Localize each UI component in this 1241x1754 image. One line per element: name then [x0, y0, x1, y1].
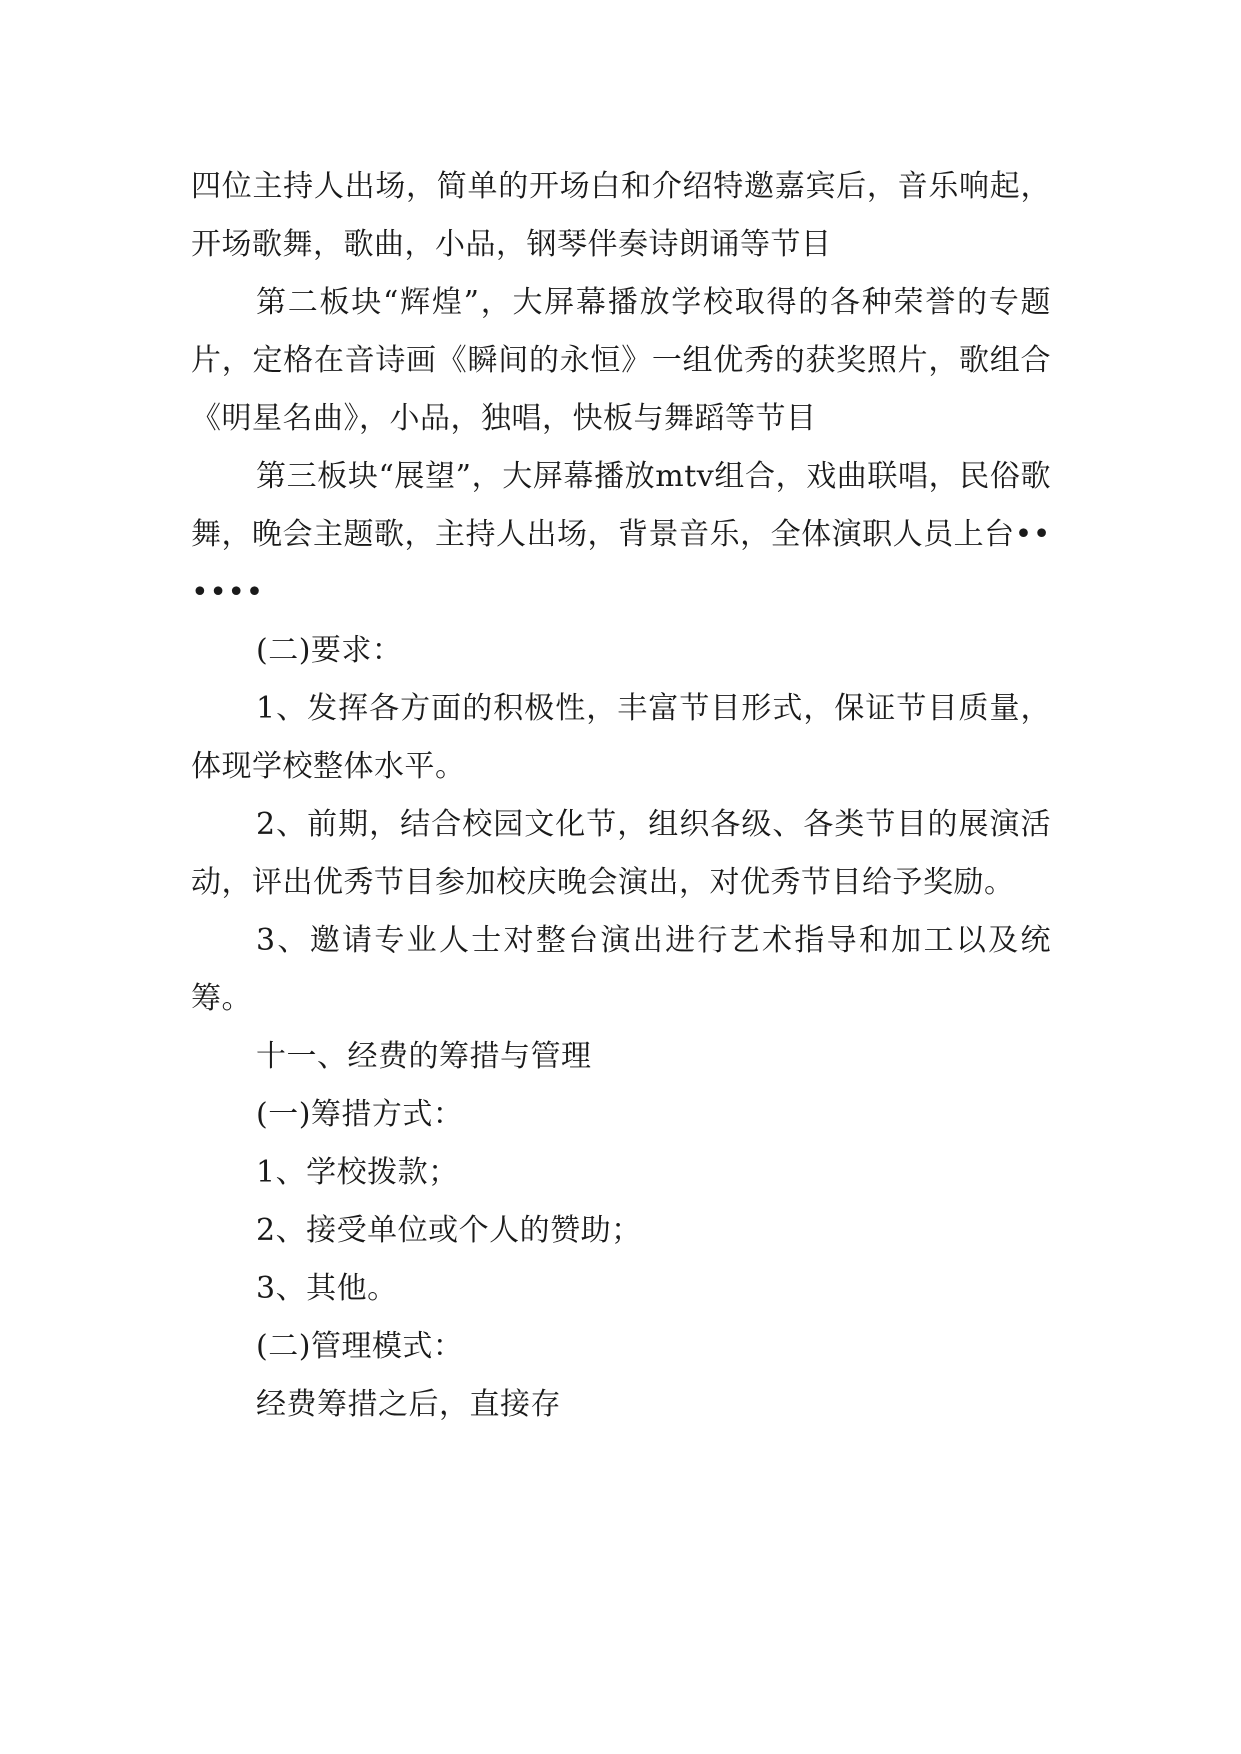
list-item-funding-2: 2、接受单位或个人的赞助； [256, 1213, 642, 1248]
heading-funding-methods: (一)筹措方式： [256, 1097, 464, 1132]
paragraph-management-text: 经费筹措之后，直接存 [256, 1387, 561, 1422]
section-heading-funding: 十一、经费的筹措与管理 [256, 1039, 592, 1074]
paragraph-third-section: 第三板块“展望”，大屏幕播放mtv组合，戏曲联唱，民俗歌舞，晚会主题歌，主持人出场，背景音乐，全体演职人员上台•••••• [191, 459, 1051, 610]
document-body [191, 158, 1051, 1434]
list-item-funding-3: 3、其他。 [256, 1271, 398, 1306]
paragraph-second-section: 第二板块“辉煌”，大屏幕播放学校取得的各种荣誉的专题片，定格在音诗画《瞬间的永恒》一组优秀的获奖照片，歌组合《明星名曲》，小品，独唱，快板与舞蹈等节目 [191, 285, 1051, 436]
list-item-requirement-1: 1、发挥各方面的积极性，丰富节目形式，保证节目质量，体现学校整体水平。 [191, 691, 1051, 784]
list-item-requirement-2: 2、前期，结合校园文化节，组织各级、各类节目的展演活动，评出优秀节目参加校庆晚会演出，对优秀节目给予奖励。 [191, 807, 1051, 900]
list-item-requirement-3: 3、邀请专业人士对整台演出进行艺术指导和加工以及统筹。 [191, 923, 1051, 1016]
heading-requirements: (二)要求： [256, 633, 403, 668]
paragraph-program-opening: 四位主持人出场，简单的开场白和介绍特邀嘉宾后，音乐响起，开场歌舞，歌曲，小品，钢琴伴奏诗朗诵等节目 [191, 169, 1051, 262]
heading-management-mode: (二)管理模式： [256, 1329, 464, 1364]
list-item-funding-1: 1、学校拨款； [256, 1155, 459, 1190]
